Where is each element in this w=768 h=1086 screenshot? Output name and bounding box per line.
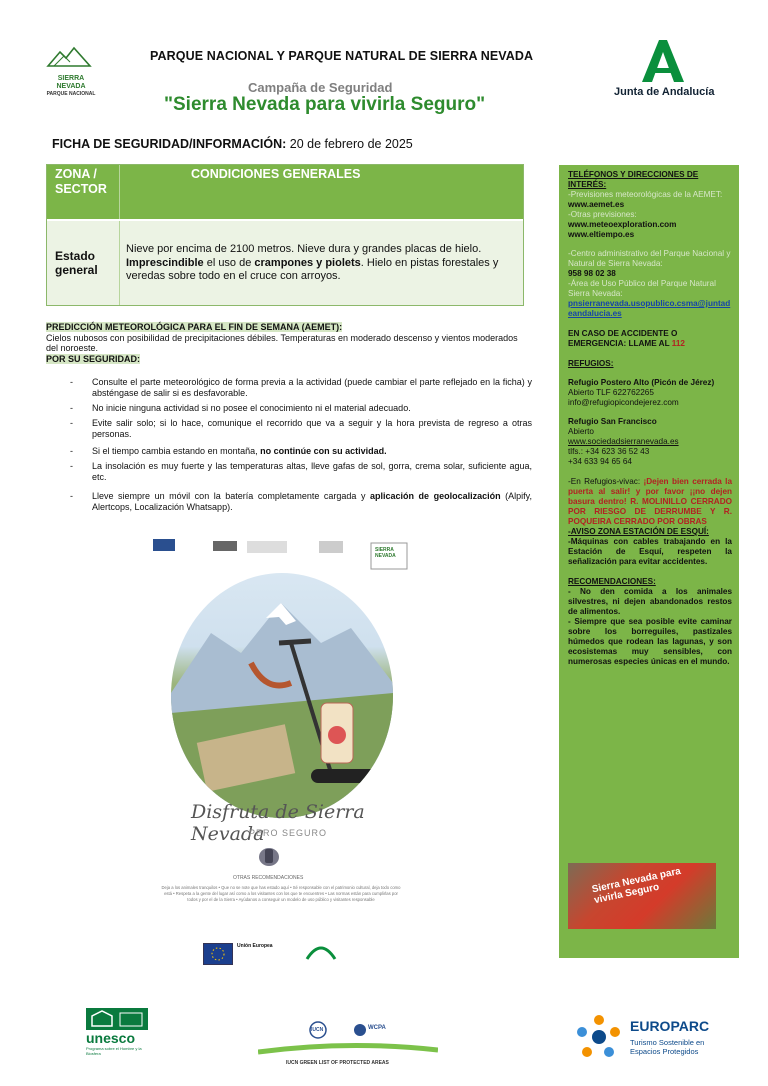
prediction-text: Cielos nubosos con posibilidad de precipitaciones débiles. Temperaturas en moderado descenso y vientos moderados del noroeste.: [46, 332, 518, 353]
iucn-label: IUCN GREEN LIST OF PROTECTED AREAS: [286, 1060, 389, 1066]
refugio-1-phone: Abierto TLF 622762265: [568, 388, 654, 397]
unesco-word: unesco: [86, 1030, 136, 1046]
iucn-b: WCPA: [368, 1025, 386, 1031]
area-email-link[interactable]: pnsierranevada.usopublico.csma@juntadeandalucia.es: [568, 299, 731, 318]
europarc-sub: Turismo Sostenible en Espacios Protegidos: [630, 1038, 705, 1056]
list-item: - No inicie ninguna actividad si no posee el conocimiento ni el material adecuado.: [92, 403, 532, 414]
sidebar-heading: TELÉFONOS Y DIRECCIONES DE INTERÉS:: [568, 170, 699, 189]
refugio-2-name: Refugio San Francisco: [568, 417, 657, 426]
poster-subtitle: PERO SEGURO: [249, 828, 328, 838]
list-item: - Evite salir solo; si lo hace, comunique el recorrido que va a seguir y la hora prevista de regreso a otras personas.: [92, 418, 532, 440]
aviso-heading: -AVISO ZONA ESTACIÓN DE ESQUÍ:: [568, 527, 709, 536]
aemet-link[interactable]: www.aemet.es: [568, 200, 625, 209]
list-item: - Consulte el parte meteorológico de forma previa a la actividad (puede cambiar el parte reflejado en la ficha) y absténgase de salir si es desfavorable.: [92, 377, 532, 399]
conditions-table: [46, 164, 524, 306]
refugio-2-phone1: tlfs.: +34 623 36 52 43: [568, 447, 650, 456]
meteoexploration-link[interactable]: www.meteoexploration.com: [568, 220, 677, 229]
row-conditions: [126, 243, 518, 284]
poster-illustration: [171, 573, 393, 818]
poster-logos: [151, 535, 411, 571]
cond-strong: Imprescindible: [126, 256, 204, 269]
park-title: PARQUE NACIONAL Y PARQUE NATURAL DE SIERRA NEVADA: [150, 49, 534, 63]
recomendacion-1: - No den comida a los animales silvestres, ni dejen abandonados restos de alimentos.: [568, 587, 732, 616]
poster-recommendations: Deja a los animales tranquilos • Que no se note que has estado aquí • Sé responsable con el patrimonio cultural, deja todo como está • Respeta a la gente del lugar así como a los visitantes con los que te encuentres • Las normas están para cumplirlas por todos y por el de la Sierra • Ayúdanos a conseguir un modelo de uso público y visitantes responsable: [161, 885, 401, 902]
col-condiciones: CONDICIONES GENERALES: [191, 167, 361, 181]
vivac-notice: -En Refugios-vivac: ¡Dejen bien cerrada la puerta al salir! y por favor ¡¡no dejen basura dentro! R. MOLINILLO CERRADO POR RIESGO DE DERRUMBE Y R. POQUEIRA CERRADO POR OBRAS: [568, 477, 733, 526]
prediction-heading: PREDICCIÓN METEOROLÓGICA PARA EL FIN DE SEMANA (AEMET):: [46, 322, 343, 332]
mountain-illustration-icon: [171, 573, 393, 818]
centro-phone: 958 98 02 38: [568, 269, 616, 278]
phone-icon: [255, 843, 285, 869]
logo-text-top: SIERRA NEVADA: [56, 75, 86, 90]
cond-strong: crampones y piolets: [254, 256, 361, 269]
row-label: Estado general: [55, 249, 98, 277]
eu-label: Unión Europea: [237, 943, 273, 949]
safety-list: [70, 377, 532, 517]
emergency-number: 112: [671, 339, 685, 348]
unesco-sub: Programa sobre el Hombre y la Biosfera: [86, 1046, 142, 1056]
junta-poster-icon: [301, 939, 341, 963]
europarc-logo: [572, 1012, 722, 1062]
poster-sn-badge: SIERRA NEVADA: [375, 547, 396, 559]
table-header: [47, 165, 523, 219]
aviso-text: -Máquinas con cables trabajando en la Estación de Esquí, respeten la señalización para evitar accidentes.: [568, 537, 732, 566]
poster-title: Disfruta de Sierra Nevada: [191, 801, 365, 845]
campaign-motto: "Sierra Nevada para vivirla Seguro": [164, 94, 486, 115]
table-row: [47, 219, 523, 305]
poster-otras: OTRAS RECOMENDACIONES: [233, 875, 304, 881]
mountain-icon: [46, 46, 92, 70]
cond-text: . Hielo en pistas forestales y veredas sobre todo en el cruce con arroyos.: [126, 256, 499, 282]
refugio-1-email: info@refugiopicondejerez.com: [568, 398, 679, 407]
refugios-heading: REFUGIOS:: [568, 359, 614, 368]
emergency-text: EN CASO DE ACCIDENTE O EMERGENCIA: LLAME AL 112: [568, 329, 685, 348]
info-sidebar: [559, 165, 739, 958]
eu-flag-icon: [203, 943, 233, 965]
sierra-nevada-logo: [46, 46, 96, 104]
list-item: - Si el tiempo cambia estando en montaña, no continúe con su actividad.: [92, 446, 532, 457]
safety-heading: POR SU SEGURIDAD:: [46, 353, 141, 364]
ficha-date: 20 de febrero de 2025: [286, 137, 413, 151]
junta-label: Junta de Andalucía: [614, 86, 715, 98]
unesco-temple-icon: [86, 1008, 148, 1030]
unesco-logo: [86, 1008, 156, 1056]
aemet-label: -Previsiones meteorológicas de la AEMET:: [568, 190, 723, 199]
recomendaciones-heading: RECOMENDACIONES:: [568, 577, 656, 586]
centro-label: -Centro administrativo del Parque Nacional y Natural de Sierra Nevada:: [568, 249, 731, 268]
area-label: -Área de Uso Público del Parque Natural Sierra Nevada:: [568, 279, 716, 298]
junta-a-icon: [612, 36, 722, 84]
eltiempo-link[interactable]: www.eltiempo.es: [568, 230, 635, 239]
weather-prediction: [46, 322, 532, 364]
list-item: - La insolación es muy fuerte y las temperaturas altas, lleve gafas de sol, gorra, crema solar, suficiente agua, etc.: [92, 461, 532, 483]
refugio-2-status: Abierto: [568, 427, 594, 436]
photo-caption: Sierra Nevada para vivirla Seguro: [590, 865, 682, 907]
iucn-logo: [258, 1018, 438, 1068]
logo-text-bottom: PARQUE NACIONAL: [46, 91, 96, 97]
ficha-label: FICHA DE SEGURIDAD/INFORMACIÓN:: [52, 137, 287, 151]
iucn-a: IUCN: [311, 1027, 324, 1033]
europarc-star-icon: [572, 1012, 626, 1062]
ficha-line: [52, 137, 413, 151]
recomendacion-2: - Siempre que sea posible evite caminar sobre los borreguiles, pastizales húmedos que rodean las lagunas, y son ecosistemas muy sensibles, con numerosas especies únicas en el mundo.: [568, 617, 732, 666]
other-forecasts-label: -Otras previsiones:: [568, 210, 637, 219]
europarc-word: EUROPARC: [630, 1018, 710, 1034]
campaign-label: Campaña de Seguridad: [248, 80, 393, 95]
refugio-1-name: Refugio Postero Alto (Picón de Jérez): [568, 378, 715, 387]
junta-andalucia-logo: [612, 36, 722, 102]
refugio-2-web-link[interactable]: www.sociedadsierranevada.es: [568, 437, 679, 446]
refugio-2-phone2: +34 633 94 65 64: [568, 457, 632, 466]
sidebar-content: [568, 170, 732, 667]
cond-text: Nieve por encima de 2100 metros. Nieve dura y grandes placas de hielo.: [126, 243, 482, 255]
iucn-green-list-icon: [258, 1018, 438, 1058]
col-zona: ZONA / SECTOR: [55, 167, 107, 196]
safety-poster: [151, 535, 411, 975]
list-item: - Lleve siempre un móvil con la batería completamente cargada y aplicación de geolocalización (Alpify, Alertcops, Localización Whatsapp).: [92, 491, 532, 513]
cond-text: el uso de: [203, 256, 255, 269]
campaign-photo: [568, 863, 716, 929]
